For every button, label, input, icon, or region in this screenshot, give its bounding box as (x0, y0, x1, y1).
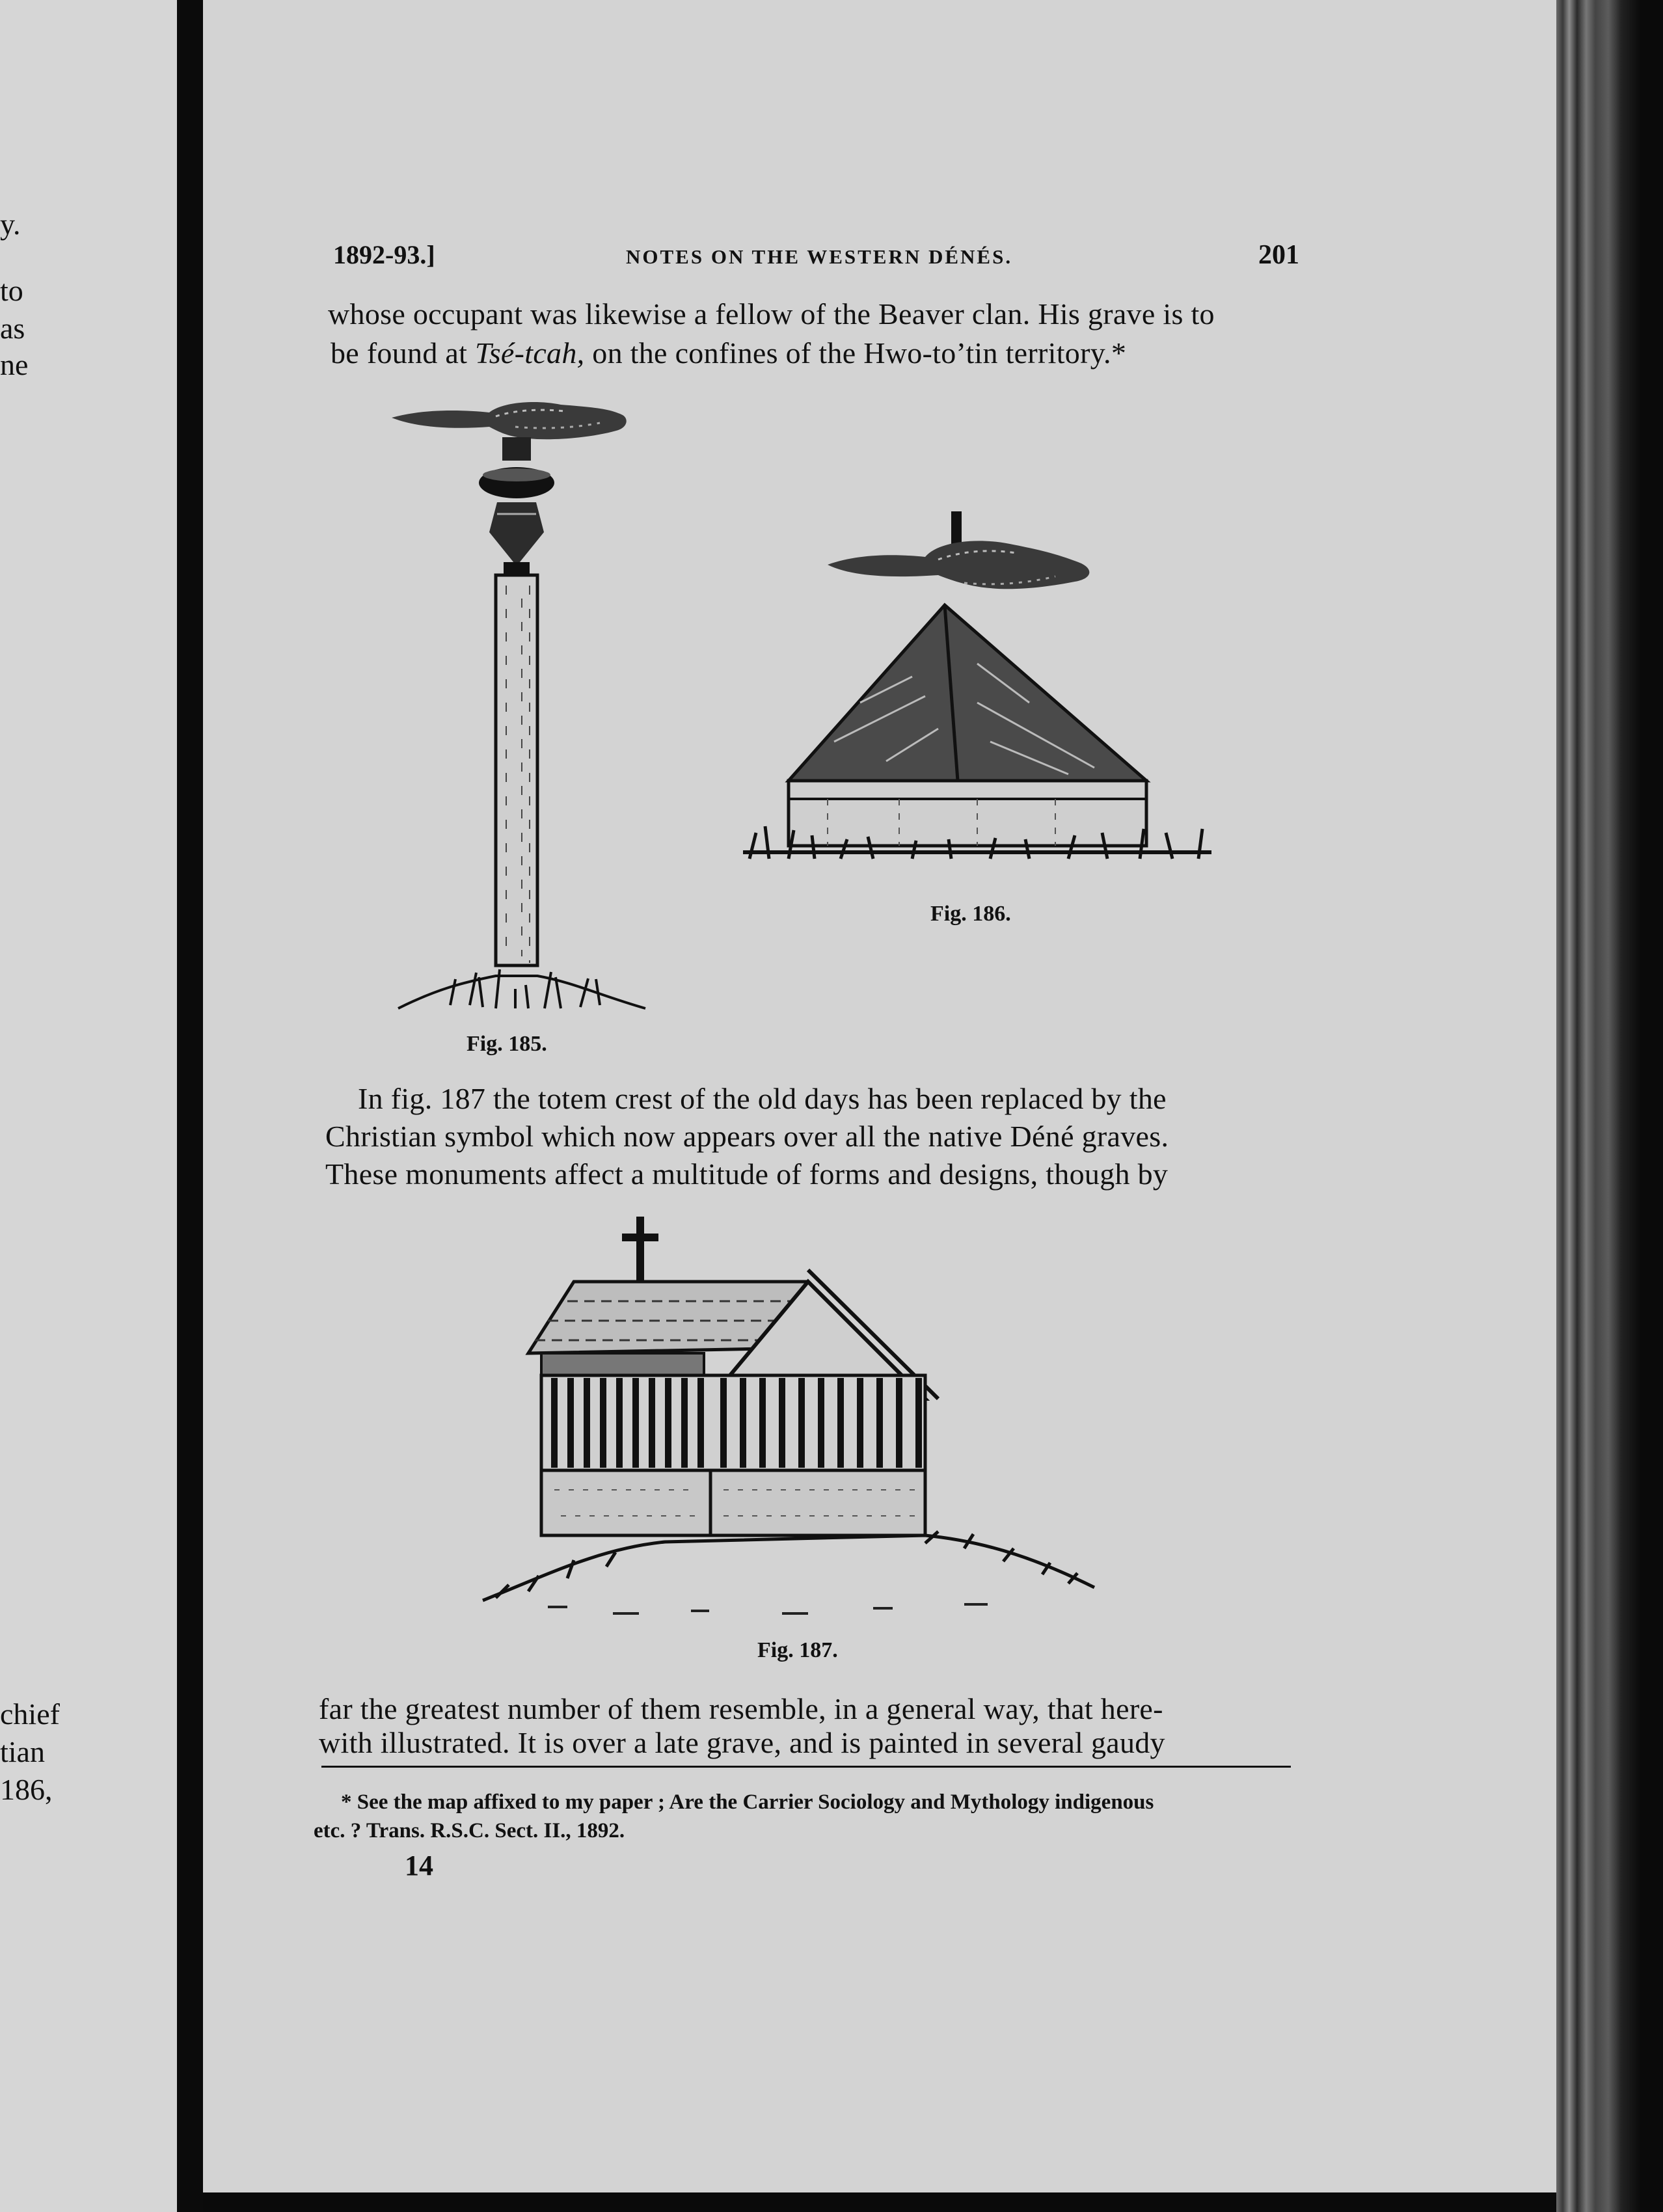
figure-187-caption: Fig. 187. (757, 1638, 838, 1662)
left-fragment: as (0, 312, 25, 345)
left-fragment: 186, (0, 1773, 53, 1806)
left-fragment: y. (0, 208, 21, 241)
figure-185-beaver-pole (385, 390, 665, 1028)
running-head-year: 1892-93.] (333, 240, 435, 269)
body-text: be found at (331, 336, 468, 370)
footnote-rule (321, 1766, 1291, 1768)
body-line: with illustrated. It is over a late grave, and is painted in several gaudy (319, 1726, 1165, 1759)
bottom-edge (203, 2192, 1556, 2212)
footnote-line: * See the map affixed to my paper ; Are the Carrier Sociology and Mythology indigenous (341, 1790, 1154, 1814)
body-line: Christian symbol which now appears over all the native Déné graves. (325, 1120, 1169, 1153)
book-gutter (177, 0, 203, 2212)
figure-186-caption: Fig. 186. (930, 902, 1011, 926)
page-number: 201 (1258, 240, 1299, 270)
body-line (331, 336, 1126, 370)
left-fragment: tian (0, 1735, 45, 1768)
left-fragment: to (0, 274, 23, 307)
running-head-title: NOTES ON THE WESTERN DÉNÉS. (626, 245, 1013, 268)
body-line: whose occupant was likewise a fellow of the Beaver clan. His grave is to (328, 297, 1215, 330)
body-line: These monuments affect a multitude of forms and designs, though by (325, 1157, 1169, 1191)
signature-mark: 14 (405, 1850, 433, 1882)
body-line: In fig. 187 the totem crest of the old days has been replaced by the (358, 1082, 1167, 1115)
previous-page-strip (0, 0, 177, 2212)
book-page (203, 0, 1556, 2212)
place-name: Tsé-tcah, (475, 336, 585, 370)
figure-185-caption: Fig. 185. (466, 1032, 547, 1056)
body-text: on the confines of the Hwo-to’tin territory.* (592, 336, 1127, 370)
figure-186-beaver-grave (730, 507, 1224, 898)
body-line: far the greatest number of them resemble, in a general way, that here- (319, 1692, 1163, 1725)
page-edge-stack (1556, 0, 1663, 2212)
left-fragment: ne (0, 348, 29, 381)
figure-187-house-grave (470, 1210, 1133, 1626)
left-fragment: chief (0, 1697, 60, 1731)
footnote-line: etc. ? Trans. R.S.C. Sect. II., 1892. (314, 1819, 625, 1842)
